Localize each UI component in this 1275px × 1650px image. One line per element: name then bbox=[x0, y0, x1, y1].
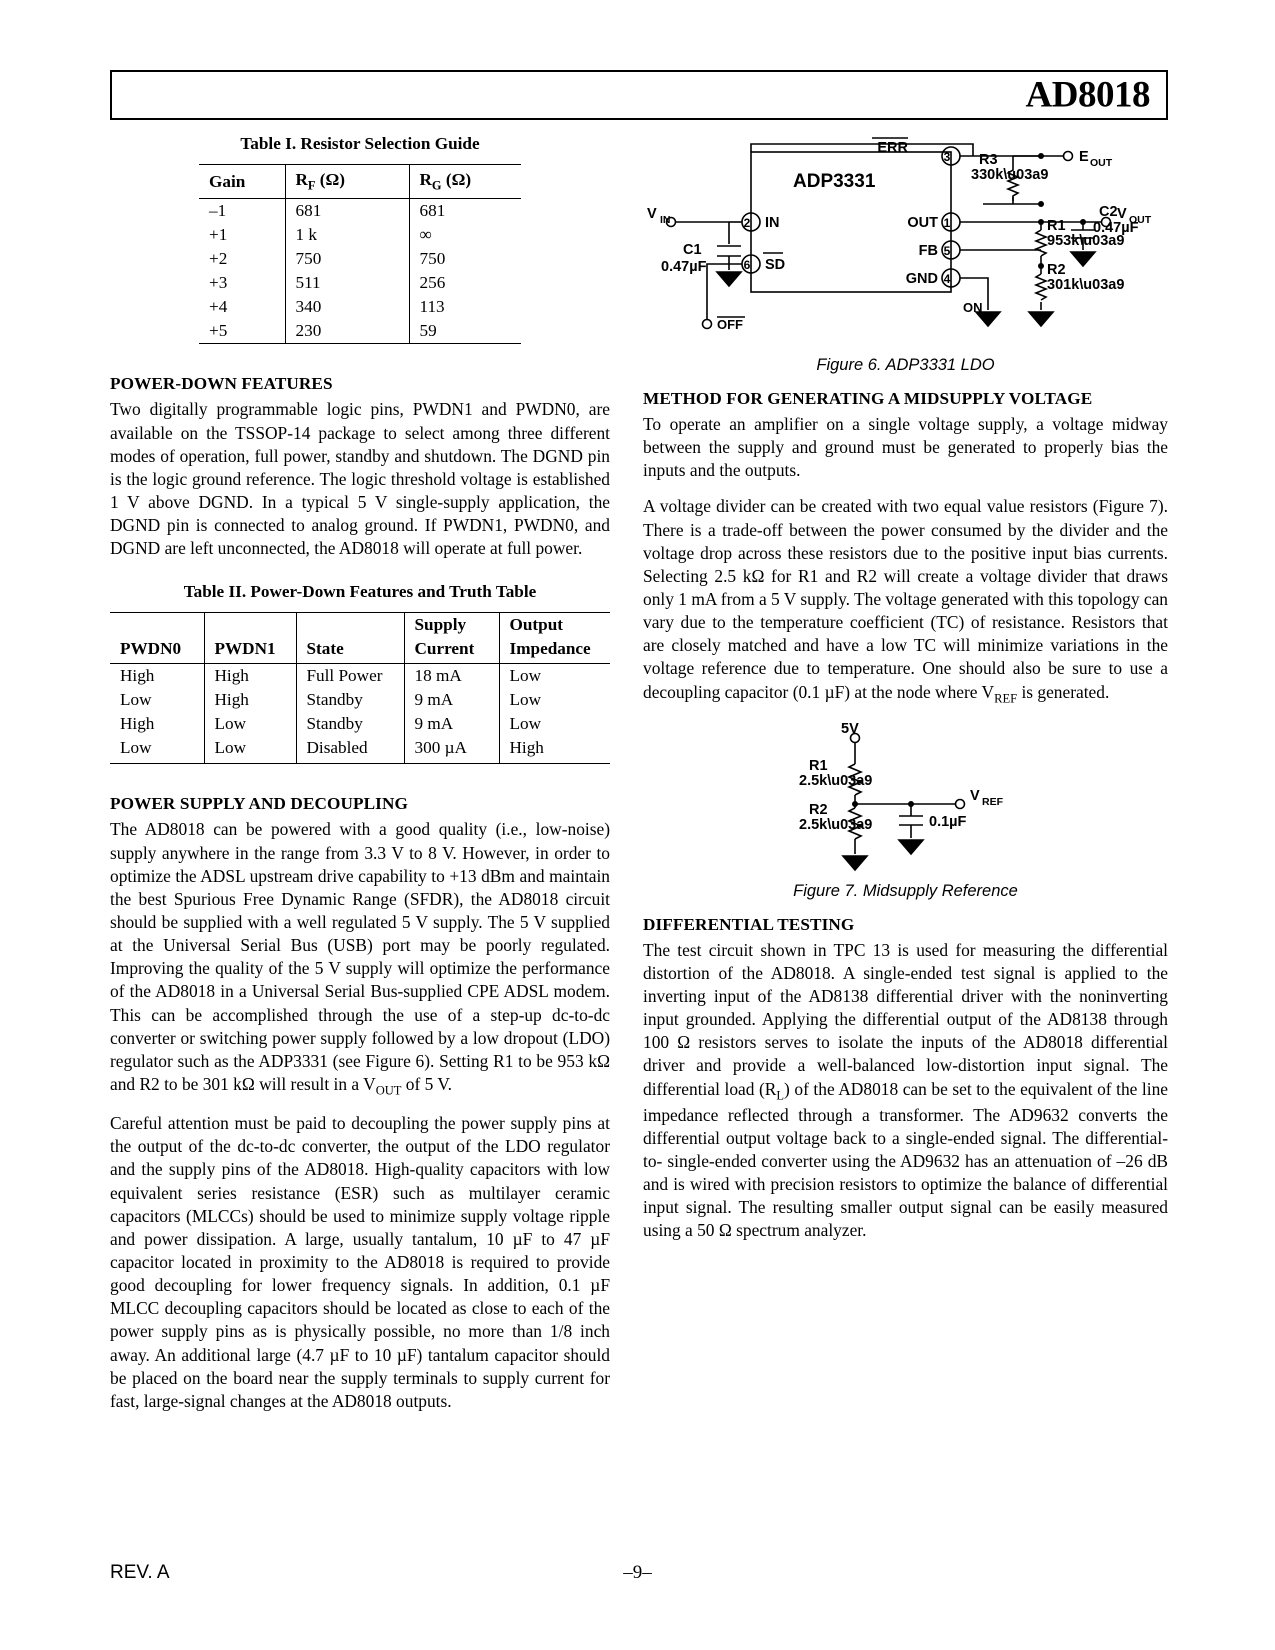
svg-text:4: 4 bbox=[943, 272, 951, 286]
cell: Low bbox=[204, 736, 296, 764]
paragraph-power-supply-2: Careful attention must be paid to decoupling the power supply pins at the output of the dc-to-dc converter, the output of the LDO regulator and the supply pins of the AD8018. High-quality capacitors with low equivalent series resistance (ESR) such as multilayer ceramic capacitors (MLCCs) should be used to minimize supply voltage ripple and power dissipation. A large, usually tantalum, 10 µF to 47 µF capacitor located in proximity to the AD8018 is required to provide good decoupling for lower frequency signals. In addition, 0.1 µF MLCC decoupling capacitors should be located as close to each of the power supply pins as is physically possible, no more than 1/8 inch away. An additional large (4.7 µF to 10 µF) tantalum capacitor should be placed on the board near the supply terminals to supply current for fast, large-signal changes at the AD8018 outputs. bbox=[110, 1113, 610, 1411]
heading-power-supply-decoupling: POWER SUPPLY AND DECOUPLING bbox=[110, 794, 408, 814]
figure-7-caption: Figure 7. Midsupply Reference bbox=[793, 881, 1018, 900]
cell: ∞ bbox=[409, 223, 521, 247]
page-header bbox=[110, 70, 1168, 120]
svg-text:5: 5 bbox=[943, 244, 951, 258]
label-vin: V bbox=[647, 206, 657, 222]
table1-caption: Table I. Resistor Selection Guide bbox=[240, 134, 480, 153]
cell: 230 bbox=[285, 319, 409, 344]
cell: High bbox=[204, 664, 296, 689]
paragraph-midsupply-1: To operate an amplifier on a single voltage supply, a voltage midway between the supply and ground must be generated to properly bias the inputs and the outputs. bbox=[643, 414, 1168, 481]
text-run: The test circuit shown in TPC 13 is used for measuring the differential distortion of the AD8018. A single-ended test signal is applied to the inverting input of the AD8138 differential driver with the noninverting input grounded. Applying the differential output of the AD8138 through 100 Ω resistors serves to isolate the inputs of the AD8018 differential driver and provide a well-balanced low-distortion input signal. The differential load (R bbox=[643, 939, 1168, 1099]
text-run: of 5 V. bbox=[401, 1073, 453, 1094]
cell: 681 bbox=[285, 199, 409, 224]
cell: 18 mA bbox=[404, 664, 499, 689]
paragraph-differential bbox=[643, 939, 1168, 1243]
label-r1-value: 2.5k\u03a9 bbox=[799, 772, 873, 789]
table-row bbox=[199, 199, 521, 224]
cell: 9 mA bbox=[404, 688, 499, 712]
label-pin-fb: FB bbox=[918, 243, 938, 259]
label-r2: R2 bbox=[1047, 262, 1066, 278]
label-r3: R3 bbox=[979, 152, 998, 168]
label-c2: C2 bbox=[1099, 204, 1118, 220]
label-cap-value: 0.1µF bbox=[929, 813, 967, 830]
table2-header-blank1 bbox=[204, 613, 296, 637]
cell: Standby bbox=[296, 712, 404, 736]
subscript-l: L bbox=[776, 1087, 785, 1102]
cell: –1 bbox=[209, 201, 227, 221]
table-row bbox=[199, 271, 521, 295]
paragraph-power-supply-1 bbox=[110, 818, 610, 1099]
table-row bbox=[110, 664, 610, 689]
label-vout: V bbox=[1117, 206, 1127, 222]
cell: Full Power bbox=[296, 664, 404, 689]
svg-text:1: 1 bbox=[943, 216, 951, 230]
table-row bbox=[199, 223, 521, 247]
text-run: ) of the AD8018 can be set to the equivalent of the line impedance reflected through a transformer. The AD9632 converts the differential output voltage back to a single-ended signal. The differential-to- single-ended converter using the AD9632 has an attenuation of –26 dB and is wired with precision resistors to optimize the balance of differential input signal. The resulting smaller output signal can be easily measured using a 50 Ω spectrum analyzer. bbox=[643, 1078, 1168, 1241]
cell: High bbox=[120, 714, 155, 734]
cell: 113 bbox=[409, 295, 521, 319]
figure-6 bbox=[643, 134, 1168, 350]
table2-header-output: Output bbox=[499, 613, 610, 637]
text-run: is generated. bbox=[1017, 681, 1110, 702]
cell: 59 bbox=[409, 319, 521, 344]
svg-text:OUT: OUT bbox=[1129, 214, 1152, 226]
table2-header-current: Current bbox=[404, 637, 499, 664]
subscript-ref: REF bbox=[994, 691, 1018, 706]
table-row bbox=[199, 247, 521, 271]
cell: Low bbox=[499, 712, 610, 736]
table-row bbox=[199, 295, 521, 319]
subscript-out: OUT bbox=[375, 1083, 402, 1098]
table2-header-line1 bbox=[110, 613, 610, 637]
label-adp3331: ADP3331 bbox=[793, 171, 876, 192]
svg-text:2: 2 bbox=[743, 216, 751, 230]
cell: High bbox=[120, 666, 155, 686]
svg-text:REF: REF bbox=[982, 795, 1003, 808]
label-pin-in: IN bbox=[765, 215, 780, 231]
right-column bbox=[643, 134, 1168, 1255]
cell: 511 bbox=[285, 271, 409, 295]
label-r2-value: 2.5k\u03a9 bbox=[799, 816, 873, 833]
cell: 340 bbox=[285, 295, 409, 319]
label-pin-err: ERR bbox=[877, 140, 908, 156]
paragraph-midsupply-2 bbox=[643, 495, 1168, 706]
cell: +5 bbox=[199, 319, 285, 344]
table2-header-pwdn1: PWDN1 bbox=[204, 637, 296, 664]
label-5v: 5V bbox=[841, 720, 859, 737]
cell: 256 bbox=[409, 271, 521, 295]
label-pin-out: OUT bbox=[907, 215, 938, 231]
svg-text:IN: IN bbox=[660, 214, 671, 226]
table1-header-gain: Gain bbox=[199, 165, 285, 199]
cell: +4 bbox=[209, 297, 228, 317]
resistor-selection-table bbox=[199, 164, 521, 344]
cell: 9 mA bbox=[404, 712, 499, 736]
label-c2-value: 0.47µF bbox=[1093, 220, 1139, 236]
table2-header-pwdn0: PWDN0 bbox=[110, 637, 204, 664]
adp3331-ldo-schematic bbox=[643, 134, 1168, 350]
label-vref: V bbox=[970, 787, 980, 804]
cell: 681 bbox=[409, 199, 521, 224]
cell: 750 bbox=[409, 247, 521, 271]
cell: 750 bbox=[285, 247, 409, 271]
text-run: The AD8018 can be powered with a good quality (i.e., low-noise) supply anywhere in the range from 3.3 V to 8 V. However, in order to optimize the ADSL upstream drive capability to +13 dBm and maintain the best Spurious Free Dynamic Range (SFDR), the AD8018 circuit should be supplied with a well regulated 5 V supply. The 5 V supplied at the Universal Serial Bus (USB) port may be poorly regulated. Improving the quality of the 5 V supply will optimize the performance of the AD8018 in a Universal Serial Bus-supplied CPE ADSL modem. This can be accomplished through the use of a step-up dc-to-dc converter or switching power supply followed by a low dropout (LDO) regulator such as the ADP3331 (see Figure 6). Setting R1 to be 953 kΩ and R2 to be 301 kΩ will result in a V bbox=[110, 819, 610, 1094]
cell: Low bbox=[499, 688, 610, 712]
cell: Disabled bbox=[296, 736, 404, 764]
part-number-title: AD8018 bbox=[1025, 74, 1150, 116]
table2-header-line2 bbox=[110, 637, 610, 664]
svg-text:OUT: OUT bbox=[1090, 157, 1113, 169]
table-header-row bbox=[199, 165, 521, 199]
footer-revision: REV. A bbox=[110, 1562, 170, 1583]
label-off: OFF bbox=[717, 317, 743, 332]
label-r3-value: 330k\u03a9 bbox=[971, 167, 1049, 183]
table-row bbox=[110, 688, 610, 712]
figure-6-caption: Figure 6. ADP3331 LDO bbox=[816, 356, 995, 374]
cell: Low bbox=[204, 712, 296, 736]
cell: +2 bbox=[209, 249, 228, 269]
cell: Standby bbox=[296, 688, 404, 712]
heading-differential-testing: DIFFERENTIAL TESTING bbox=[643, 914, 855, 934]
cell: Low bbox=[120, 690, 152, 710]
table1-header-rg: $R_G$ (Ω) bbox=[409, 165, 521, 199]
label-pin-gnd: GND bbox=[905, 271, 938, 287]
table-row bbox=[199, 319, 521, 344]
midsupply-reference-schematic bbox=[643, 720, 1168, 880]
table2-header-blank0 bbox=[110, 613, 204, 637]
table2-header-blank2 bbox=[296, 613, 404, 637]
label-on: ON bbox=[963, 300, 983, 315]
label-r2-value: 301k\u03a9 bbox=[1047, 277, 1125, 293]
power-down-truth-table bbox=[110, 612, 610, 764]
table2-header-impedance: Impedance bbox=[499, 637, 610, 664]
svg-text:6: 6 bbox=[743, 258, 751, 272]
table2-header-state: State bbox=[296, 637, 404, 664]
heading-power-down-features: POWER-DOWN FEATURES bbox=[110, 374, 333, 394]
heading-midsupply-voltage: METHOD FOR GENERATING A MIDSUPPLY VOLTAGE bbox=[643, 389, 1093, 408]
cell: 1 k bbox=[285, 223, 409, 247]
cell: +1 bbox=[209, 225, 228, 245]
label-r2: R2 bbox=[809, 801, 828, 818]
label-eout: E bbox=[1079, 149, 1089, 165]
cell: High bbox=[499, 736, 610, 764]
svg-text:3: 3 bbox=[943, 150, 951, 164]
cell: +3 bbox=[209, 273, 228, 293]
table2-header-supply: Supply bbox=[404, 613, 499, 637]
paragraph-power-down: Two digitally programmable logic pins, PWDN1 and PWDN0, are available on the TSSOP-14 package to select among three different modes of operation, full power, standby and shutdown. The DGND pin is the logic ground reference. The logic threshold voltage is established 1 V above DGND. In a typical 5 V single-supply application, the DGND pin is connected to analog ground. If PWDN1, PWDN0, and DGND are left unconnected, the AD8018 will operate at full power. bbox=[110, 399, 610, 559]
label-r1: R1 bbox=[1047, 218, 1066, 234]
table2-caption: Table II. Power-Down Features and Truth Table bbox=[183, 582, 537, 602]
label-r1: R1 bbox=[809, 757, 828, 774]
table1-header-rf: $R_F$ (Ω) bbox=[285, 165, 409, 199]
left-column bbox=[110, 134, 610, 1426]
table-row bbox=[110, 712, 610, 736]
table-row bbox=[110, 736, 610, 764]
label-r1-value: 953k\u03a9 bbox=[1047, 233, 1125, 249]
footer-page-number: –9– bbox=[623, 1562, 652, 1583]
label-c1-value: 0.47µF bbox=[661, 259, 707, 275]
text-run: A voltage divider can be created with two equal value resistors (Figure 7). There is a trade-off between the power consumed by the divider and the voltage drop across these resistors due to the positive input bias currents. Selecting 2.5 kΩ for R1 and R2 will create a voltage divider that draws only 1 mA from a 5 V supply. The voltage generated with this topology can vary due to the temperature coefficient (TC) of resistance. Resistors that are closely matched and have a low TC will minimize variations in the voltage reference due to temperature. One should also be sure to use a decoupling capacitor (0.1 µF) at the node where V bbox=[643, 496, 1168, 702]
label-pin-sd: SD bbox=[765, 257, 786, 273]
cell: 300 µA bbox=[404, 736, 499, 764]
cell: High bbox=[204, 688, 296, 712]
label-c1: C1 bbox=[683, 242, 702, 258]
figure-7 bbox=[643, 720, 1168, 880]
cell: Low bbox=[110, 736, 204, 764]
cell: Low bbox=[499, 664, 610, 689]
